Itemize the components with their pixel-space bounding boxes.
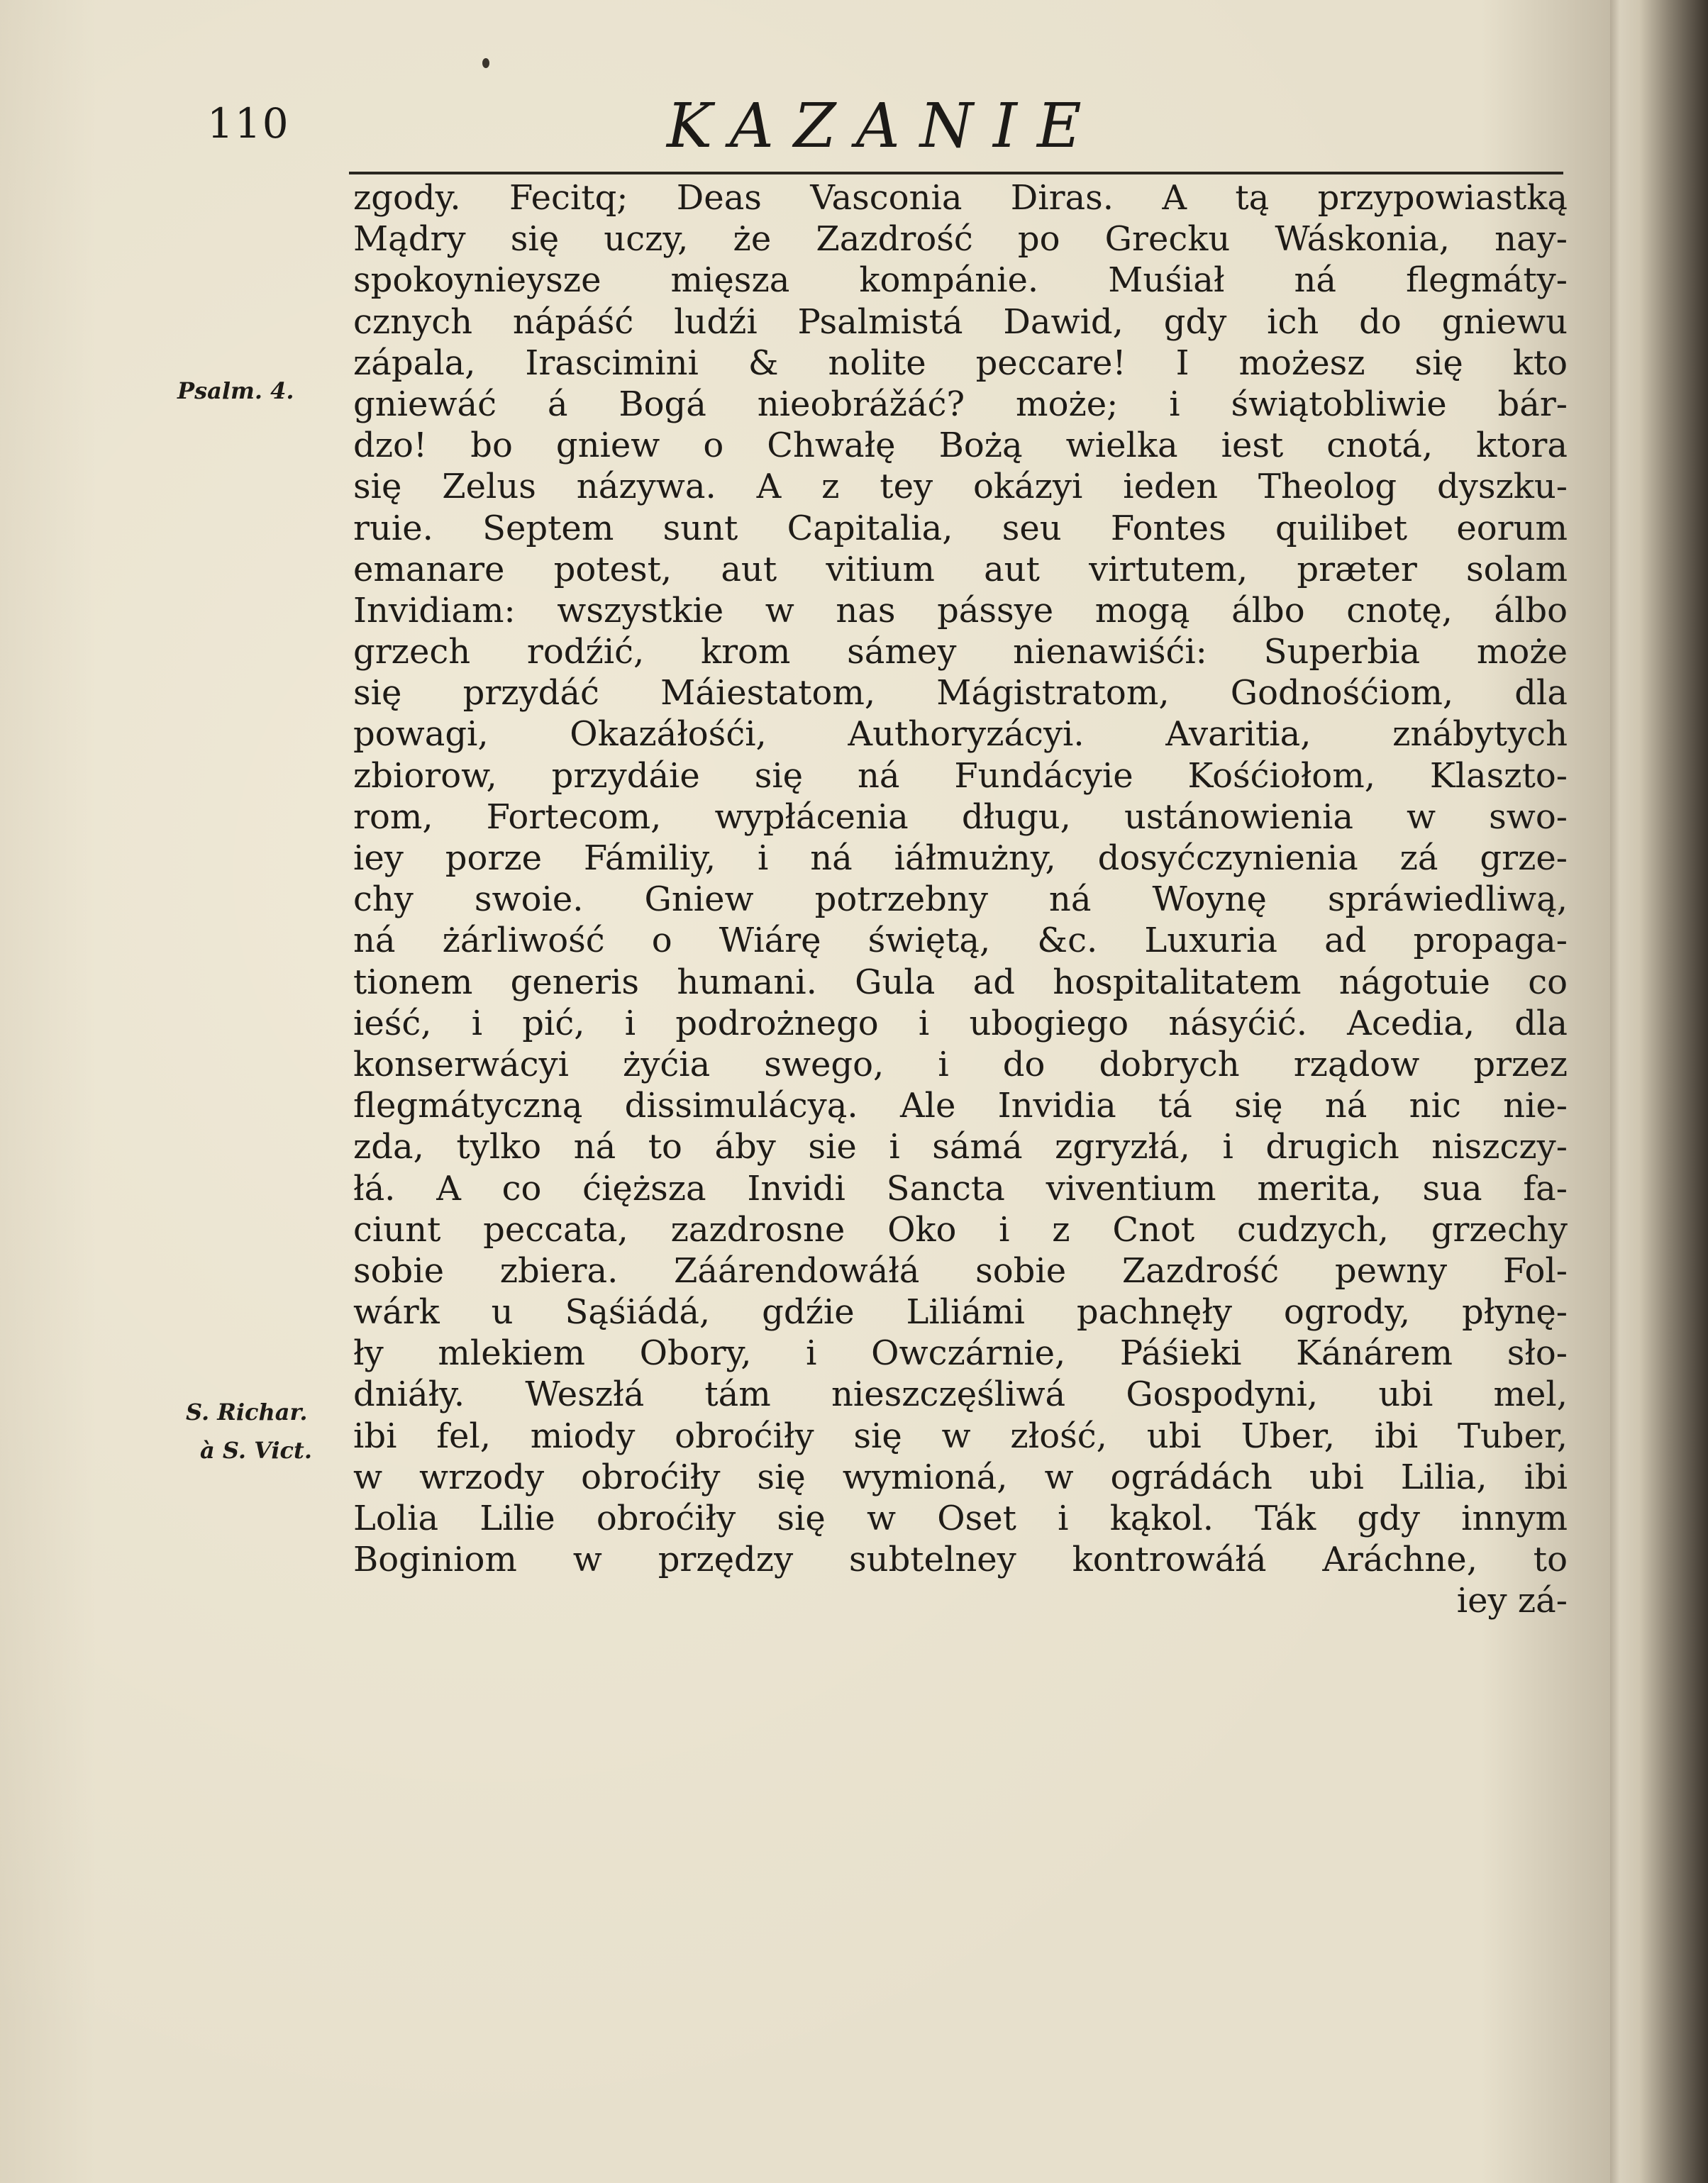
catchword-line: iey zá- [1456, 1581, 1568, 1621]
text-line: cznych nápáść ludźi Psalmistá Dawid, gdy ich do gniewu [353, 301, 1568, 342]
margin-note-richar: S. Richar. [186, 1399, 308, 1426]
text-line: konserwácyi żyćia swego, i do dobrych rządow przez [353, 1044, 1568, 1084]
text-line: ná żárliwość o Wiárę świętą, &c. Luxuria ad propaga- [353, 921, 1568, 961]
text-line: ieść, i pić, i podrożnego i ubogiego násyćić. Acedia, dla [353, 1003, 1568, 1043]
text-line: się Zelus názywa. A z tey okázyi ieden Theolog dyszku- [353, 467, 1568, 507]
body-text [353, 177, 1568, 1622]
text-line: Lolia Lilie obroćiły się w Oset i kąkol. Ták gdy innym [353, 1499, 1568, 1538]
margin-note-vict: à S. Vict. [200, 1437, 312, 1464]
text-line: zda, tylko ná to áby sie i sámá zgryzłá, i drugich niszczy- [353, 1127, 1568, 1167]
book-gutter-edge [1610, 0, 1708, 2183]
text-line: się przydáć Máiestatom, Mágistratom, Godnośćiom, dla [353, 673, 1568, 713]
text-line: rom, Fortecom, wypłácenia długu, ustánowienia w swo- [353, 796, 1568, 837]
text-line: zgody. Fecitq; Deas Vasconia Diras. A tą przypowiastką [353, 178, 1568, 218]
text-line: spokoynieysze mięsza kompánie. Muśiał ná flegmáty- [353, 260, 1568, 301]
text-line: ciunt peccata, zazdrosne Oko i z Cnot cudzych, grzechy [353, 1209, 1568, 1250]
text-line: łá. A co ćięższa Invidi Sancta viventium merita, sua fa- [353, 1168, 1568, 1209]
text-line: Boginiom w przędzy subtelney kontrowáłá Aráchne, to [353, 1540, 1568, 1580]
text-line: zbiorow, przydáie się ná Fundácyie Kośćiołom, Klasztо- [353, 755, 1568, 796]
text-line: grzech rodźić, krom sámey nienawiśći: Superbia może [353, 632, 1568, 672]
ink-spot [482, 58, 489, 68]
text-line: Invidiam: wszystkie w nas pássye mogą álbo cnotę, álbo [353, 590, 1568, 631]
text-line: ibi fel, miody obroćiły się w złość, ubi Uber, ibi Tuber, [353, 1416, 1568, 1456]
text-line: powagi, Okazáłośći, Authoryzácyi. Avaritia, znábytych [353, 714, 1568, 755]
text-line: ły mlekiem Obory, i Owczárnie, Páśieki Kánárem sło- [353, 1333, 1568, 1374]
text-line: emanare potest, aut vitium aut virtutem, præter solam [353, 549, 1568, 589]
text-line: sobie zbiera. Záárendowáłá sobie Zazdrość pewny Fol- [353, 1250, 1568, 1291]
text-line: zápala, Irascimini & nolite peccare! I możesz się kto [353, 343, 1568, 383]
text-line: w wrzody obroćiły się wymioná, w ográdách ubi Lilia, ibi [353, 1457, 1568, 1497]
text-line: Mądry się uczy, że Zazdrość po Grecku Wáskonia, nay- [353, 219, 1568, 260]
text-line: tionem generis humani. Gula ad hospitalitatem nágotuie co [353, 962, 1568, 1002]
text-line: chy swoie. Gniew potrzebny ná Woynę spráwiedliwą, [353, 879, 1568, 920]
text-line: dzo! bo gniew o Chwałę Bożą wielka iest cnotá, ktora [353, 426, 1568, 466]
text-line: dniáły. Weszłá tám nieszczęśliwá Gospodyni, ubi mel, [353, 1374, 1568, 1415]
running-head-title: KAZANIE [667, 91, 1102, 162]
page-number: 110 [207, 99, 290, 148]
text-line: wárk u Sąśiádá, gdźie Liliámi pachnęły ogrody, płynę- [353, 1292, 1568, 1333]
text-line: flegmátyczną dissimulácyą. Ale Invidia tá się ná nic nie- [353, 1086, 1568, 1126]
margin-note-psalm: Psalm. 4. [177, 377, 294, 404]
text-line: gniewáć á Bogá nieobrážáć? może; i świątobliwie bár- [353, 384, 1568, 424]
header-rule [349, 172, 1563, 174]
text-line: iey porze Fámiliy, i ná iáłmużny, dosyćczynienia zá grze- [353, 838, 1568, 878]
text-line: ruie. Septem sunt Capitalia, seu Fontes quilibet eorum [353, 508, 1568, 548]
